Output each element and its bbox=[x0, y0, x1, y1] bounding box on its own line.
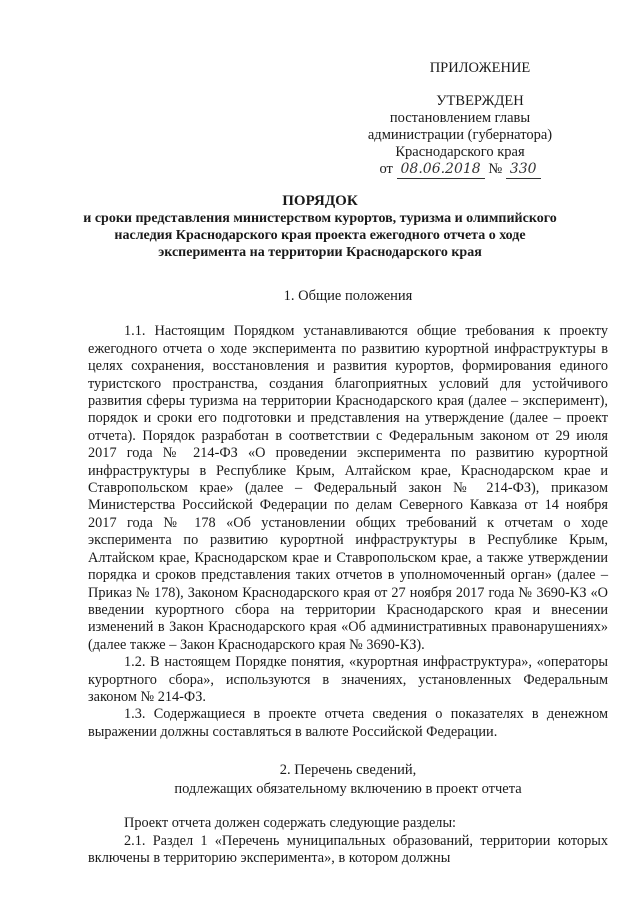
section-2-heading-line-2: подлежащих обязательному включению в проект отчета bbox=[174, 781, 522, 798]
handwritten-date: 08.06.2018 bbox=[397, 161, 485, 179]
section-2-heading bbox=[88, 761, 608, 799]
approved-by-line-3: Краснодарского края bbox=[395, 144, 525, 160]
approved-label: УТВЕРЖДЕН bbox=[436, 93, 524, 109]
approval-block bbox=[340, 60, 580, 179]
approved-by-line-2: администрации (губернатора) bbox=[367, 127, 553, 143]
title-line-1: и сроки представления министерством курортов, туризма и олимпийского bbox=[83, 211, 557, 226]
appendix-label: ПРИЛОЖЕНИЕ bbox=[429, 60, 531, 76]
document-body bbox=[88, 288, 608, 867]
section-1-heading: 1. Общие положения bbox=[283, 288, 413, 304]
title-line-3: эксперимента на территории Краснодарского края bbox=[158, 245, 482, 260]
document-title bbox=[40, 193, 600, 261]
title-main: ПОРЯДОК bbox=[282, 193, 358, 209]
paragraph-2-1: 2.1. Раздел 1 «Перечень муниципальных образований, территории которых включены в территорию эксперимента», в котором должны bbox=[88, 832, 608, 866]
date-number-line bbox=[340, 161, 580, 179]
handwritten-number: 330 bbox=[506, 161, 541, 179]
number-prefix: № bbox=[488, 161, 503, 177]
title-line-2: наследия Краснодарского края проекта ежегодного отчета о ходе bbox=[114, 228, 526, 243]
section-2-heading-line-1: 2. Перечень сведений, bbox=[279, 762, 417, 779]
paragraph-1-2: 1.2. В настоящем Порядке понятия, «курортная инфраструктура», «операторы курортного сбора», используются в значениях, установленных Федеральным законом № 214-ФЗ. bbox=[88, 654, 608, 705]
section-2-lead: Проект отчета должен содержать следующие разделы: bbox=[124, 815, 457, 832]
approved-by-line-1: постановлением главы bbox=[389, 110, 531, 126]
paragraph-1-1: 1.1. Настоящим Порядком устанавливаются общие требования к проекту ежегодного отчета о ходе эксперимента по развитию курортной инфраструктуры в целях сохранения, восстановления и развития курортов, формирования единого туристского пространства, создания благоприятных условий для устойчивого развития сферы туризма на территории Краснодарского края (далее – эксперимент), порядок и сроки его подготовки и представления на утверждение (далее – проект отчета). Порядок разработан в соответствии с Федеральным законом от 29 июля 2017 года № 214-ФЗ «О проведении эксперимента по развитию курортной инфраструктуры в Республике Крым, Алтайском крае, Краснодарском крае и Ставропольском крае» (далее – Федеральный закон № 214-ФЗ), приказом Министерства Российской Федерации по делам Северного Кавказа от 14 ноября 2017 года № 178 «Об установлении общих требований к отчетам о ходе эксперимента по развитию курортной инфраструктуры в Республике Крым, Алтайском крае, Краснодарском крае и Ставропольском крае, а также утверждении порядка и сроков представления таких отчетов в уполномоченный орган» (далее – Приказ № 178), Законом Краснодарского края от 27 ноября 2017 года № 3690-КЗ «О введении курортного сбора на территории Краснодарского края и внесении изменений в Закон Краснодарского края «Об административных правонарушениях» (далее также – Закон Краснодарского края № 3690-КЗ). bbox=[88, 323, 608, 653]
paragraph-1-3: 1.3. Содержащиеся в проекте отчета сведения о показателях в денежном выражении должны составляться в валюте Российской Федерации. bbox=[88, 706, 608, 740]
date-prefix: от bbox=[379, 161, 393, 177]
